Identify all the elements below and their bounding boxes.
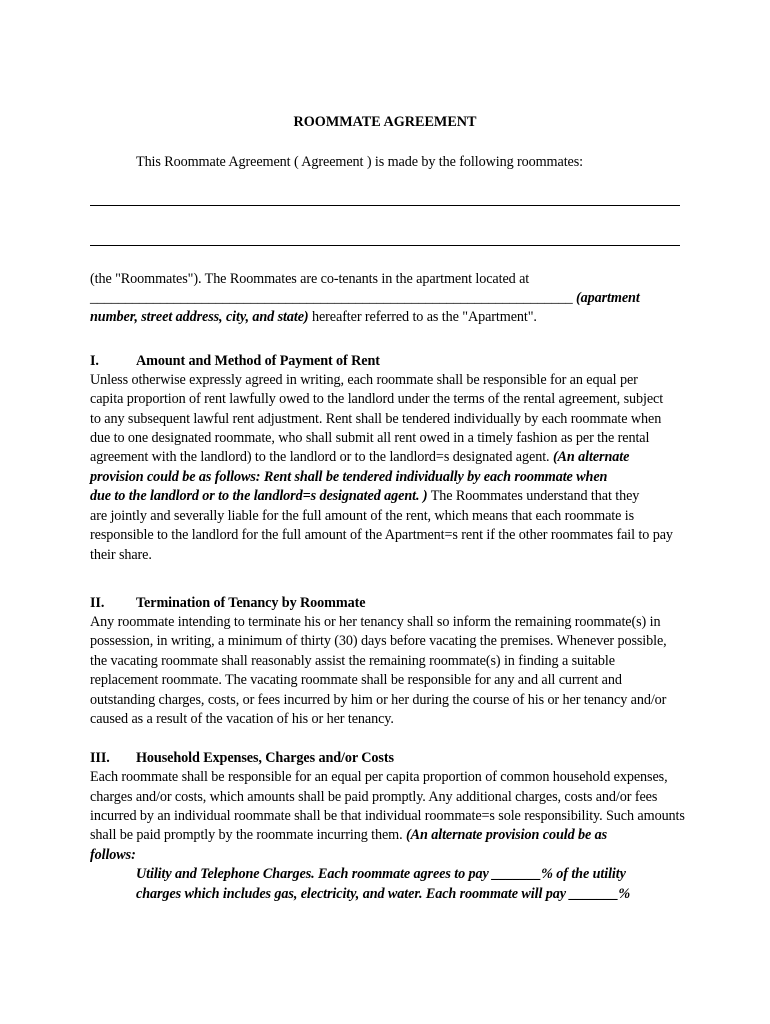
section-line: their share. bbox=[90, 547, 152, 563]
section-line: Unless otherwise expressly agreed in writing, each roommate shall be responsible for an equal per bbox=[90, 372, 638, 388]
section-line: incurred by an individual roommate shall be that individual roommate=s sole responsibility. Such amounts bbox=[90, 808, 685, 824]
section-line: are jointly and severally liable for the full amount of the rent, which means that each roommate is bbox=[90, 508, 635, 524]
section-number: II. bbox=[90, 595, 105, 611]
section-line bbox=[90, 487, 639, 506]
alternate-provision-text: due to the landlord or to the landlord=s designated agent. ) bbox=[90, 488, 428, 504]
section-line: capita proportion of rent lawfully owed to the landlord under the terms of the rental agreement, subject bbox=[90, 391, 664, 407]
section-line: replacement roommate. The vacating roommate shall be responsible for any and all current and bbox=[90, 672, 622, 688]
document-title: ROOMMATE AGREEMENT bbox=[293, 114, 477, 130]
section-number: III. bbox=[90, 750, 110, 766]
section-title: Amount and Method of Payment of Rent bbox=[136, 353, 380, 369]
apartment-definition: hereafter referred to as the "Apartment". bbox=[308, 309, 537, 325]
section-heading-2 bbox=[90, 594, 365, 613]
section-line: outstanding charges, costs, or fees incurred by him or her during the course of his or her tenancy and/or bbox=[90, 692, 667, 708]
location-line-2 bbox=[90, 289, 640, 308]
section-line: charges and/or costs, which amounts shall be paid promptly. Any additional charges, costs and/or fees bbox=[90, 789, 658, 805]
line-text: The Roommates understand that they bbox=[427, 488, 640, 504]
alternate-provision-text: provision could be as follows: Rent shall be tendered individually by each roommate when bbox=[90, 469, 608, 485]
section-heading-3 bbox=[90, 749, 394, 768]
address-hint: (apartment bbox=[572, 290, 640, 306]
address-hint-cont: number, street address, city, and state) bbox=[90, 309, 309, 325]
section-line bbox=[90, 448, 629, 467]
location-line-3 bbox=[90, 308, 537, 327]
section-title: Termination of Tenancy by Roommate bbox=[136, 595, 366, 611]
section-line bbox=[90, 826, 607, 845]
roommate-blank-line-1[interactable] bbox=[90, 205, 680, 206]
section-number: I. bbox=[90, 353, 99, 369]
section-heading-1 bbox=[90, 352, 380, 371]
section-line: responsible to the landlord for the full amount of the Apartment=s rent if the other roommates fail to pay bbox=[90, 527, 673, 543]
utility-charges-text: charges which includes gas, electricity, and water. Each roommate will pay _______% bbox=[136, 886, 631, 902]
alternate-provision-text: follows: bbox=[90, 847, 136, 863]
section-line: due to one designated roommate, who shall submit all rent owed in a timely fashion as per the rental bbox=[90, 430, 650, 446]
utility-charges-text: Utility and Telephone Charges. Each roommate agrees to pay _______% of the utility bbox=[136, 866, 626, 882]
intro-text: This Roommate Agreement ( Agreement ) is made by the following roommates: bbox=[136, 154, 583, 170]
roommate-blank-line-2[interactable] bbox=[90, 245, 680, 246]
section-line: possession, in writing, a minimum of thirty (30) days before vacating the premises. Whenever possible, bbox=[90, 633, 667, 649]
line-text: agreement with the landlord) to the landlord or to the landlord=s designated agent. bbox=[90, 449, 553, 465]
section-line: to any subsequent lawful rent adjustment. Rent shall be tendered individually by each roommate when bbox=[90, 411, 662, 427]
address-blank[interactable]: _____________________________________________________________________ bbox=[90, 290, 573, 306]
section-line: Each roommate shall be responsible for an equal per capita proportion of common household expenses, bbox=[90, 769, 668, 785]
section-line: caused as a result of the vacation of his or her tenancy. bbox=[90, 711, 394, 727]
section-title: Household Expenses, Charges and/or Costs bbox=[136, 750, 394, 766]
location-line-1: (the "Roommates"). The Roommates are co-tenants in the apartment located at bbox=[90, 271, 530, 287]
section-line: Any roommate intending to terminate his or her tenancy shall so inform the remaining roommate(s) in bbox=[90, 614, 661, 630]
alternate-provision-note: (An alternate bbox=[552, 449, 630, 465]
line-text: shall be paid promptly by the roommate incurring them. bbox=[90, 827, 407, 843]
section-line: the vacating roommate shall reasonably assist the remaining roommate(s) in finding a suitable bbox=[90, 653, 615, 669]
alternate-provision-note: (An alternate provision could be as bbox=[406, 827, 608, 843]
